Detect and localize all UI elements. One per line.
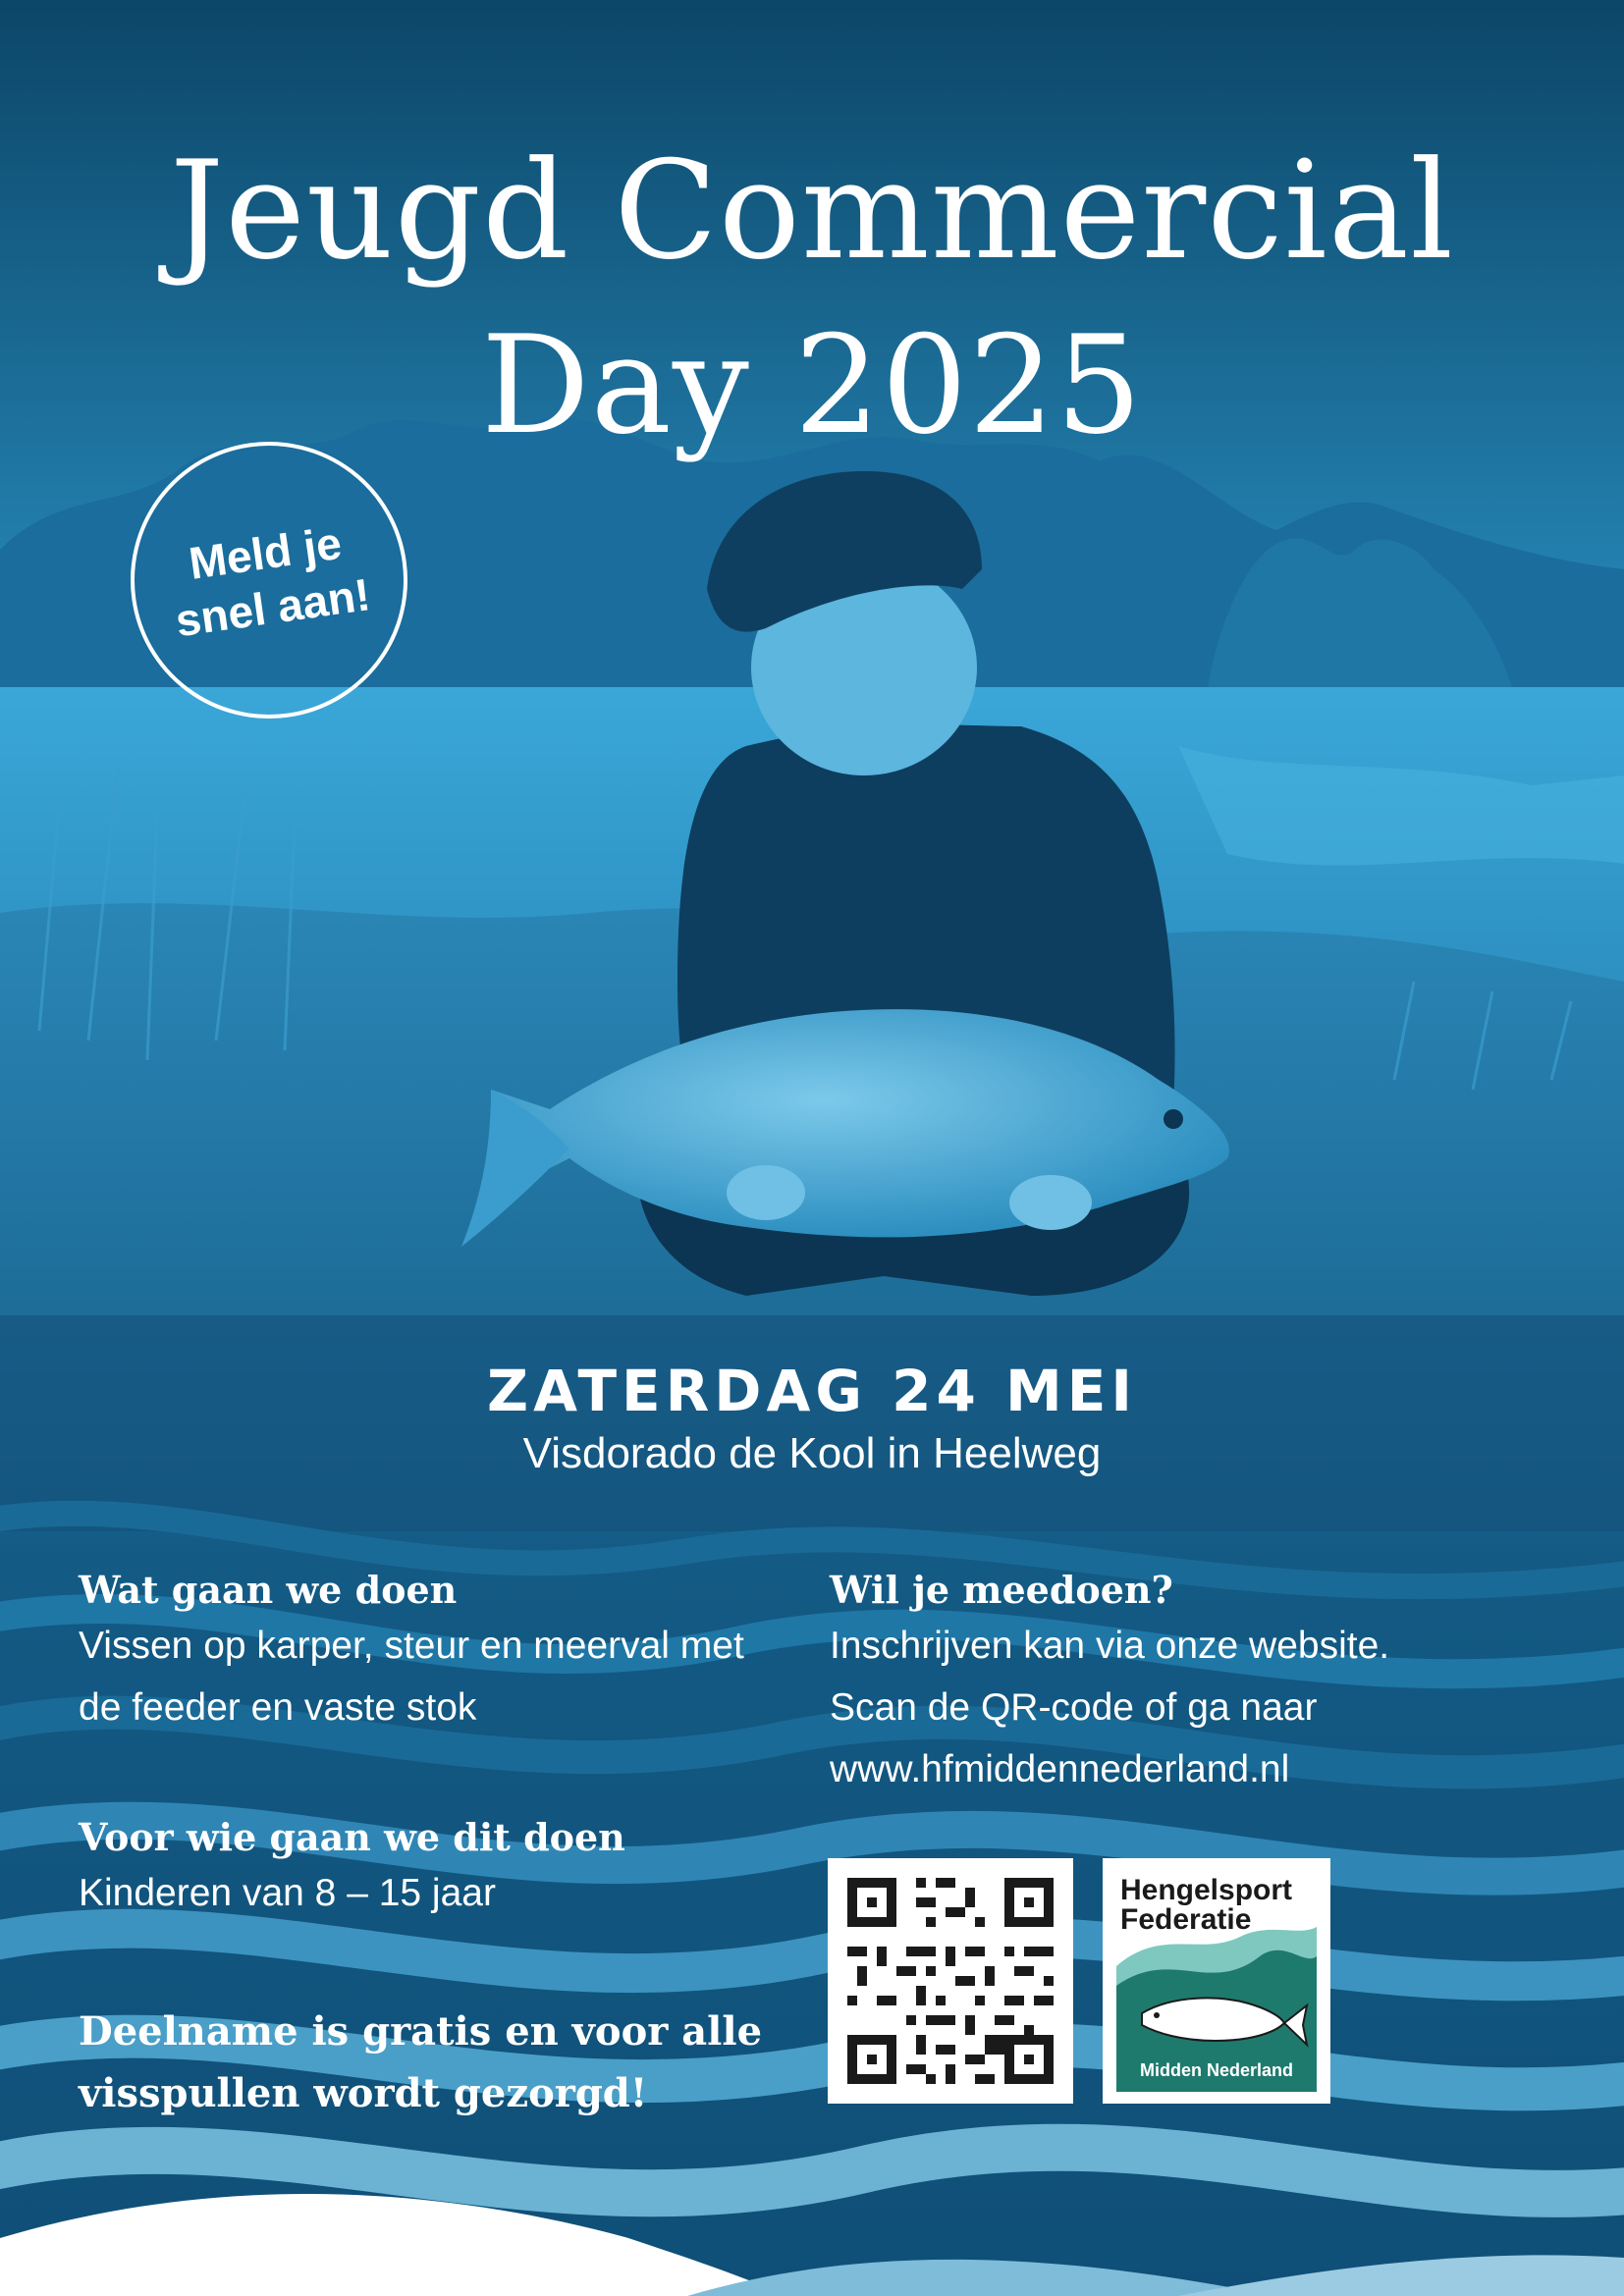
join-heading: Wil je meedoen? [830, 1568, 1173, 1612]
join-line-2: Scan de QR-code of ga naar [830, 1686, 1318, 1729]
logo-line-2: Federatie [1120, 1903, 1252, 1936]
what-heading: Wat gaan we doen [79, 1568, 458, 1612]
title-line-2: Day 2025 [481, 306, 1143, 464]
join-line-1: Inschrijven kan via onze website. [830, 1625, 1390, 1667]
badge-line-1: Meld je [186, 516, 345, 589]
section-who [79, 1813, 625, 1924]
free-line-1: Deelname is gratis en voor alle [79, 2008, 763, 2055]
hengelsport-federatie-logo [1103, 1858, 1330, 2104]
carp-eye [1164, 1109, 1183, 1129]
section-what [79, 1566, 744, 1738]
logo-line-1: Hengelsport [1120, 1874, 1293, 1906]
event-date: ZATERDAG 24 MEI [487, 1358, 1137, 1424]
qr-code-icon [828, 1858, 1073, 2104]
title-line-1: Jeugd Commercial [169, 132, 1455, 290]
what-line-1: Vissen op karper, steur en meerval met [79, 1625, 744, 1667]
section-free [79, 2001, 762, 2124]
who-line-1: Kinderen van 8 – 15 jaar [79, 1872, 496, 1914]
badge-line-2: snel aan! [172, 568, 374, 647]
what-line-2: de feeder en vaste stok [79, 1686, 477, 1729]
section-join [830, 1566, 1389, 1800]
website-link[interactable]: www.hfmiddennederland.nl [830, 1748, 1290, 1790]
hand-right [1009, 1175, 1092, 1230]
event-location: Visdorado de Kool in Heelweg [522, 1429, 1102, 1477]
logo-region: Midden Nederland [1139, 2060, 1294, 2080]
federation-logo-graphic [1103, 1858, 1330, 2104]
free-line-2: visspullen wordt gezorgd! [79, 2070, 648, 2116]
qr-code[interactable] [828, 1858, 1073, 2104]
hand-left [727, 1165, 805, 1220]
who-heading: Voor wie gaan we dit doen [79, 1815, 625, 1859]
